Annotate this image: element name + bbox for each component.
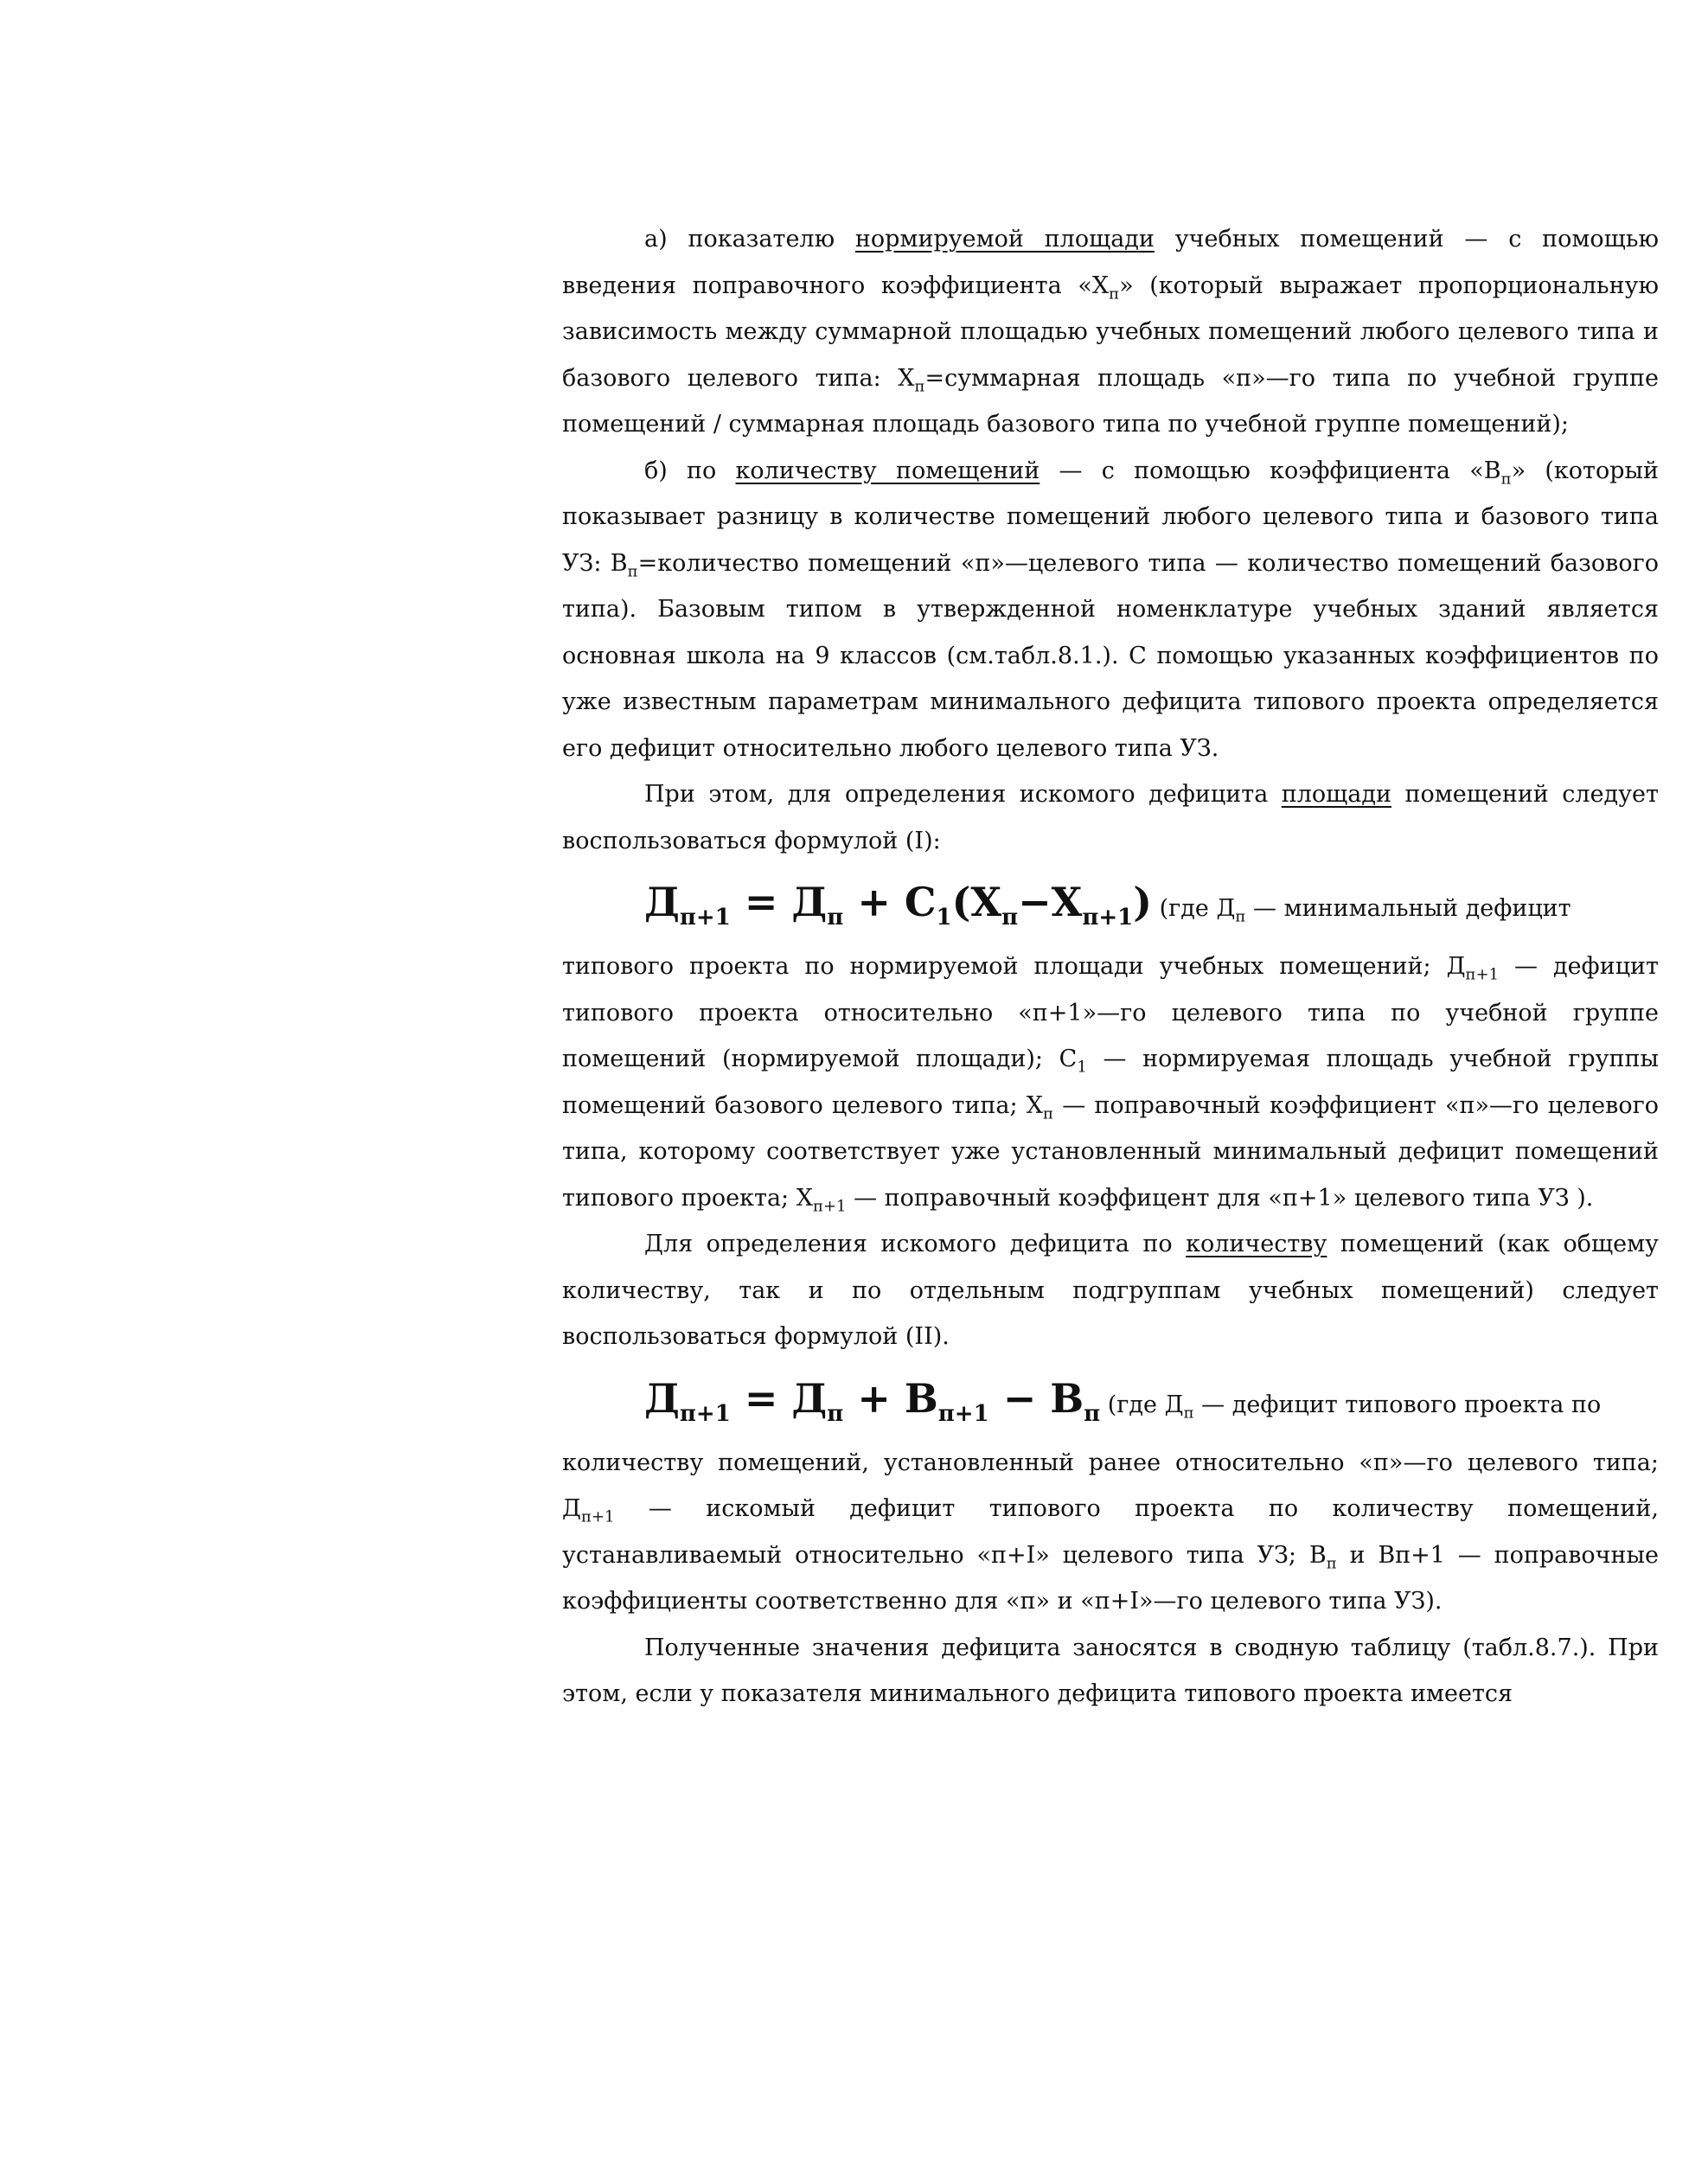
paragraph-a	[562, 216, 1659, 448]
text: — с помощью коэффициента «В	[1040, 457, 1501, 484]
formula-1-note: (где $Д_п$ — минимальный дефицит	[1152, 895, 1571, 926]
paragraph-c	[562, 771, 1659, 864]
text: » (который выражает пропорциональную зависимость между суммарной площадью учебных помещений любого целевого типа и базового целевого типа: Х	[562, 272, 1659, 392]
formula-2-note: (где $Д_п$ — дефицит типового проекта по	[1100, 1391, 1602, 1422]
text: учебных помещений — с помощью введения поправочного коэффициента «Х	[562, 226, 1659, 299]
formula-1-expression: $Д_{п+1} = Д_п + С_1(Х_п-Х_{п+1})$	[644, 879, 1153, 931]
subscript: п	[914, 376, 925, 395]
subscript: п+1	[580, 1507, 615, 1526]
text: — искомый дефицит типового проекта по количеству помещений, устанавливаемый относительно «п+I» целевого типа УЗ; В	[562, 1495, 1659, 1569]
subscript: п	[1109, 284, 1120, 303]
paragraph-f	[562, 1440, 1659, 1625]
text: =суммарная площадь «п»—го типа по учебной группе помещений / суммарная площадь базового типа по учебной группе помещений);	[562, 364, 1659, 438]
subscript: 1	[1077, 1058, 1087, 1077]
paragraph-d	[562, 944, 1659, 1221]
subscript: п	[1500, 469, 1512, 488]
paragraph-e	[562, 1221, 1659, 1360]
formula-2	[562, 1364, 1659, 1440]
formula-1	[562, 867, 1659, 944]
formula-2-expression: $Д_{п+1} = Д_п + В_{п+1} - В_п$	[644, 1374, 1101, 1427]
text: =количество помещений «п»—целевого типа — количество помещений базового типа). Базовым типом в утвержденной номенклатуре учебных зданий является основная школа на 9 классов (см.табл.8.1.). С помощью указанных коэффициентов по уже известным параметрам минимального дефицита типового проекта определяется его дефицит относительно любого целевого типа УЗ.	[562, 549, 1659, 762]
text: количеству помещений, установленный ранее относительно «п»—го целевого типа; Д	[562, 1449, 1659, 1522]
text: Полученные значения дефицита заносятся в сводную таблицу (табл.8.7.). При этом, если у показателя минимального дефицита типового проекта имеется	[562, 1634, 1659, 1707]
subscript: п	[1043, 1103, 1053, 1123]
text: — поправочный коэффицент для «п+1» целевого типа УЗ ).	[846, 1184, 1594, 1212]
subscript: п+1	[1465, 965, 1500, 984]
text: и Вп+1 — поправочные коэффициенты соответственно для «п» и «п+I»—го целевого типа УЗ).	[562, 1541, 1659, 1615]
paragraph-b	[562, 448, 1659, 772]
text: помещений следует воспользоваться формулой (I):	[562, 781, 1659, 854]
text: б) по	[644, 457, 736, 484]
underlined-term: количеству помещений	[735, 457, 1040, 484]
underlined-term: площади	[1281, 781, 1392, 808]
subscript: п+1	[812, 1196, 847, 1215]
text: При этом, для определения искомого дефицита	[644, 781, 1282, 808]
underlined-term: нормируемой площади	[854, 226, 1155, 253]
text: — поправочный коэффициент «п»—го целевого типа, которому соответствует уже установленный минимальный дефицит помещений типового проекта; Х	[562, 1091, 1659, 1212]
text: типового проекта по нормируемой площади учебных помещений; Д	[562, 953, 1466, 980]
text: » (который показывает разницу в количестве помещений любого целевого типа и базового типа УЗ: В	[562, 457, 1659, 577]
text: — нормируемая площадь учебной группы помещений базового целевого типа; Х	[562, 1046, 1659, 1119]
subscript: п	[1326, 1553, 1337, 1572]
text: а) показателю	[644, 226, 855, 253]
text: помещений (как общему количеству, так и по отдельным подгруппам учебных помещений) следует воспользоваться формулой (II).	[562, 1231, 1660, 1350]
document-body	[562, 216, 1659, 1718]
paragraph-g	[562, 1625, 1659, 1718]
text: Для определения искомого дефицита по	[644, 1231, 1187, 1257]
text: — дефицит типового проекта относительно «п+1»—го целевого типа по учебной группе помещений (нормируемой площади); С	[562, 953, 1659, 1072]
underlined-term: количеству	[1186, 1231, 1327, 1257]
subscript: п	[627, 561, 638, 580]
